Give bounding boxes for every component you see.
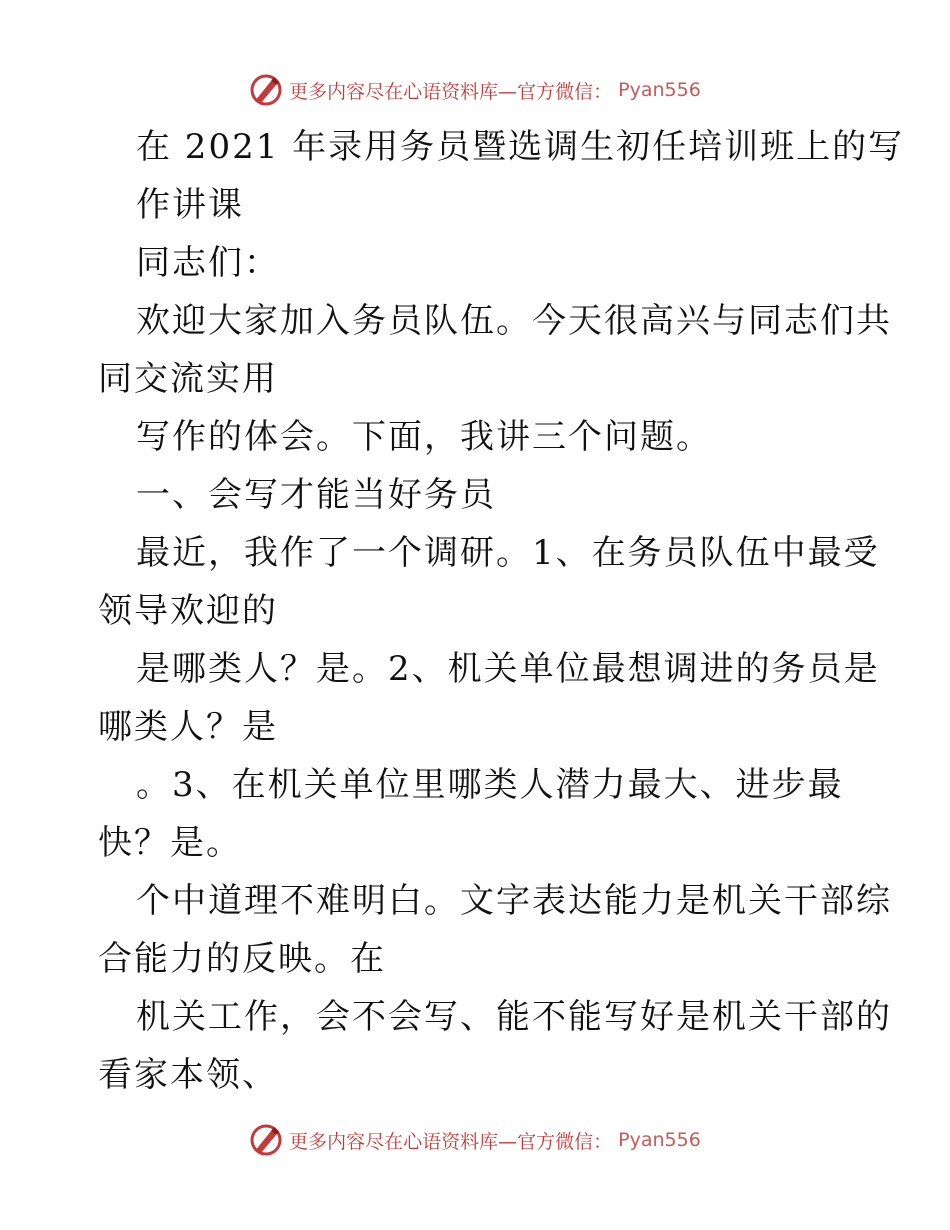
header-watermark — [0, 70, 950, 110]
watermark-text: 更多内容尽在心语资料库—官方微信： — [289, 80, 613, 103]
watermark-wechat-id: Pyan556 — [618, 79, 701, 101]
paragraph-line: 合能力的反映。在 — [98, 939, 386, 979]
section-heading: 一、会写才能当好务员 — [136, 475, 496, 515]
paragraph-line: 最近，我作了一个调研。1、在务员队伍中最受 — [136, 533, 880, 573]
paragraph-line: 同交流实用 — [98, 359, 278, 399]
title-line-2: 作讲课 — [136, 185, 244, 225]
paragraph-line: 机关工作，会不会写、能不能写好是机关干部的 — [136, 997, 892, 1037]
paragraph-line: 个中道理不难明白。文字表达能力是机关干部综 — [136, 881, 892, 921]
paragraph-line: 领导欢迎的 — [98, 591, 278, 631]
salutation: 同志们： — [136, 243, 280, 283]
paragraph-line: 哪类人？是 — [98, 707, 278, 747]
title-line-1: 在 2021 年录用务员暨选调生初任培训班上的写 — [136, 127, 905, 167]
paragraph-line: 写作的体会。下面，我讲三个问题。 — [136, 417, 712, 457]
footer-watermark — [0, 1120, 950, 1160]
paragraph-line: 。3、在机关单位里哪类人潜力最大、进步最 — [136, 765, 844, 805]
pen-logo-icon — [249, 1123, 283, 1157]
document-body — [98, 118, 905, 1104]
paragraph-line: 欢迎大家加入务员队伍。今天很高兴与同志们共 — [136, 301, 892, 341]
watermark-wechat-id: Pyan556 — [618, 1129, 701, 1151]
paragraph-line: 看家本领、 — [98, 1055, 278, 1095]
watermark-text: 更多内容尽在心语资料库—官方微信： — [289, 1130, 613, 1153]
pen-logo-icon — [249, 73, 283, 107]
paragraph-line: 是哪类人？是。2、机关单位最想调进的务员是 — [136, 649, 880, 689]
paragraph-line: 快？是。 — [98, 823, 242, 863]
